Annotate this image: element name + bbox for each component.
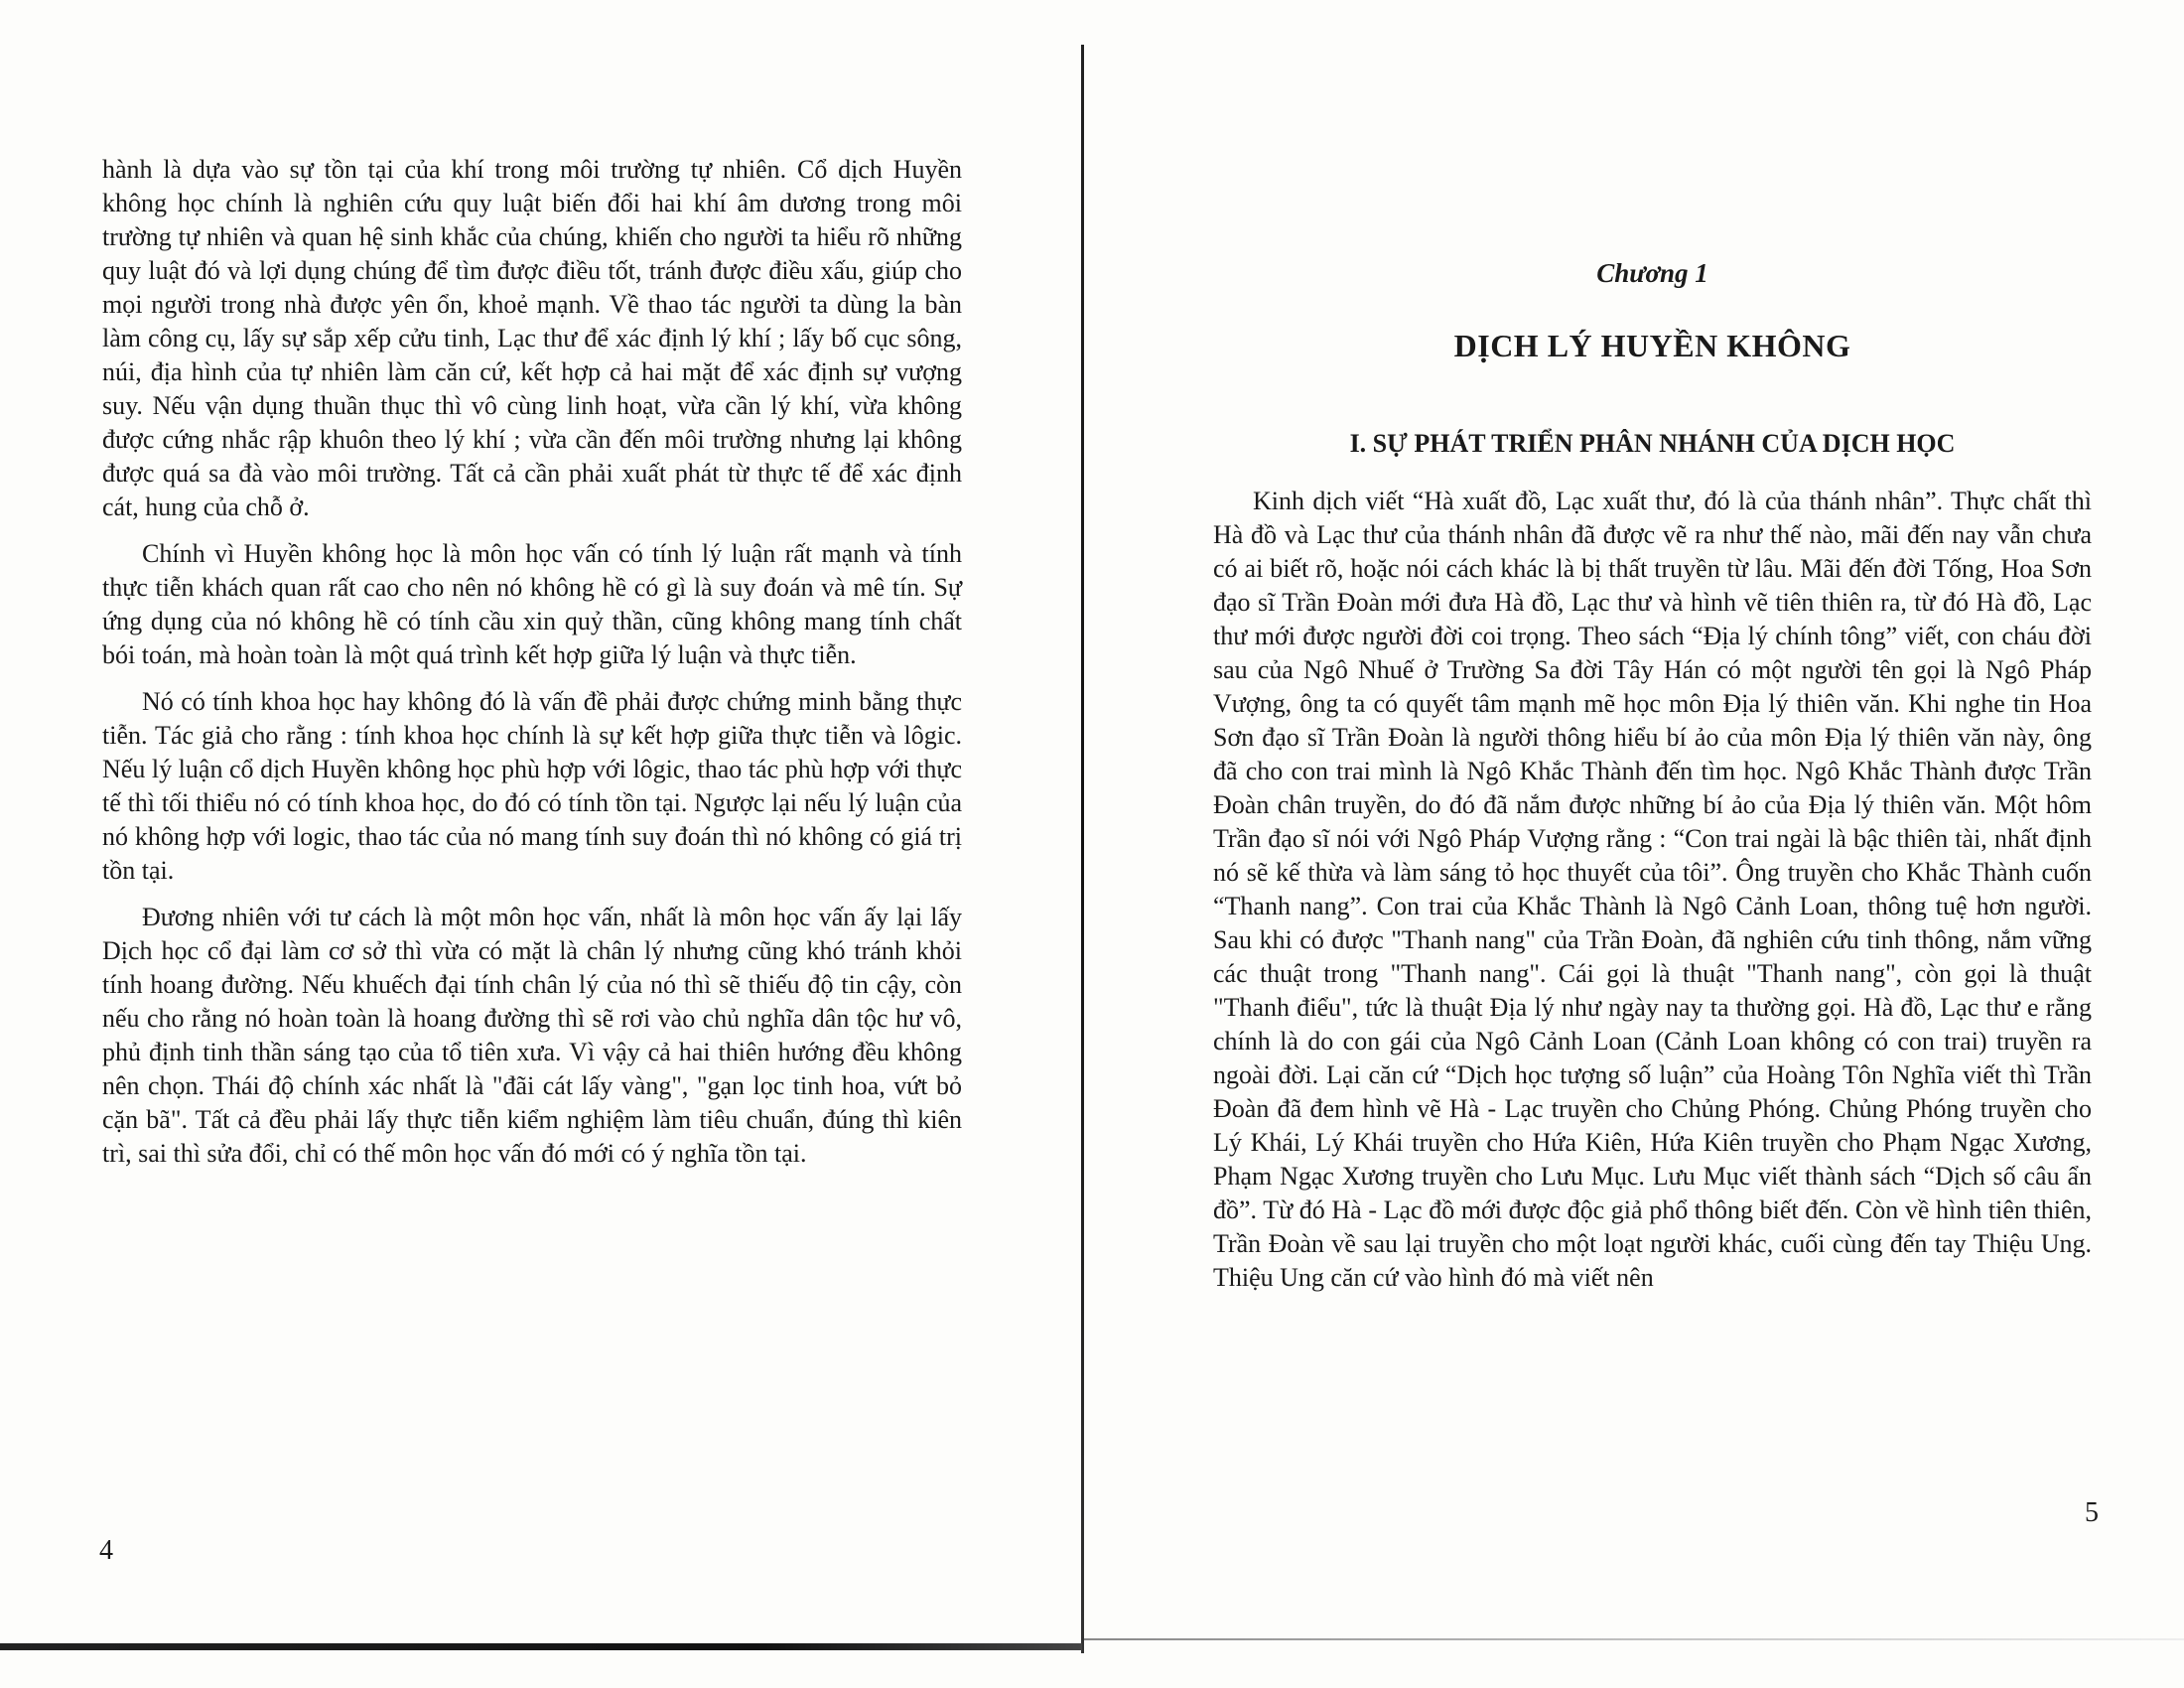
left-bottom-edge — [0, 1643, 1082, 1650]
left-page-body — [102, 153, 962, 1184]
left-paragraph-2: Chính vì Huyền không học là môn học vấn có tính lý luận rất mạnh và tính thực tiễn khách quan rất cao cho nên nó không hề có gì là suy đoán và mê tín. Sự ứng dụng của nó không hề có tính cầu xin quỷ thần, cũng không mang tính chất bói toán, mà hoàn toàn là một quá trình kết hợp giữa lý luận và thực tiễn. — [102, 539, 962, 669]
left-page-number: 4 — [99, 1535, 113, 1566]
right-page — [1082, 0, 2184, 1688]
left-page — [0, 0, 1082, 1688]
left-paragraph-1: hành là dựa vào sự tồn tại của khí trong môi trường tự nhiên. Cổ dịch Huyền không học chính là nghiên cứu quy luật biến đổi hai khí âm dương trong môi trường tự nhiên và quan hệ sinh khắc của chúng, khiến cho người ta hiểu rõ những quy luật đó và lợi dụng chúng để tìm được điều tốt, tránh được điều xấu, giúp cho mọi người trong nhà được yên ổn, khoẻ mạnh. Về thao tác người ta dùng la bàn làm công cụ, lấy sự sắp xếp cửu tinh, Lạc thư để xác định lý khí ; lấy bố cục sông, núi, địa hình của tự nhiên làm căn cứ, kết hợp cả hai mặt để xác định sự vượng suy. Nếu vận dụng thuần thục thì vô cùng linh hoạt, vừa cần lý khí, vừa không được cứng nhắc rập khuôn theo lý khí ; vừa cần đến môi trường nhưng lại không được quá sa đà vào môi trường. Tất cả cần phải xuất phát từ thực tế để xác định cát, hung của chỗ ở. — [102, 155, 962, 521]
chapter-label: Chương 1 — [1596, 258, 1708, 288]
chapter-title: DỊCH LÝ HUYỀN KHÔNG — [1453, 328, 1851, 363]
left-paragraph-3: Nó có tính khoa học hay không đó là vấn đề phải được chứng minh bằng thực tiễn. Tác giả cho rằng : tính khoa học chính là sự kết hợp giữa thực tiễn và lôgic. Nếu lý luận cổ dịch Huyền không học phù hợp với lôgic, thao tác phù hợp với thực tế thì tối thiểu nó có tính khoa học, do đó có tính tồn tại. Ngược lại nếu lý luận của nó không hợp với logic, thao tác của nó mang tính suy đoán thì nó không có giá trị tồn tại. — [102, 687, 962, 885]
section-title: I. SỰ PHÁT TRIỂN PHÂN NHÁNH CỦA DỊCH HỌC — [1349, 429, 1956, 458]
left-paragraph-4: Đương nhiên với tư cách là một môn học vấn, nhất là môn học vấn ấy lại lấy Dịch học cổ đại làm cơ sở thì vừa có mặt là chân lý nhưng cũng khó tránh khỏi tính hoang đường. Nếu khuếch đại tính chân lý của nó thì sẽ thiếu độ tin cậy, còn nếu cho rằng nó hoàn toàn là hoang đường thì sẽ rơi vào chủ nghĩa dân tộc hư vô, phủ định tinh thần sáng tạo của tổ tiên xưa. Vì vậy cả hai thiên hướng đều không nên chọn. Thái độ chính xác nhất là "đãi cát lấy vàng", "gạn lọc tinh hoa, vứt bỏ cặn bã". Tất cả đều phải lấy thực tiễn kiểm nghiệm làm tiêu chuẩn, đúng thì kiên trì, sai thì sửa đổi, chỉ có thế môn học vấn đó mới có ý nghĩa tồn tại. — [102, 903, 962, 1168]
right-page-body — [1213, 485, 2092, 1308]
right-paragraph-1: Kinh dịch viết “Hà xuất đồ, Lạc xuất thư, đó là của thánh nhân”. Thực chất thì Hà đồ và Lạc thư của thánh nhân đã được vẽ ra như thế nào, mãi đến nay vẫn chưa có ai biết rõ, hoặc nói cách khác là bị thất truyền từ lâu. Mãi đến đời Tống, Hoa Sơn đạo sĩ Trần Đoàn mới đưa Hà đồ, Lạc thư và hình vẽ tiên thiên ra, từ đó Hà đồ, Lạc thư mới được người đời coi trọng. Theo sách “Địa lý chính tông” viết, con cháu đời sau của Ngô Nhuế ở Trường Sa đời Tây Hán có một người tên gọi là Ngô Pháp Vượng, ông ta có quyết tâm mạnh mẽ học môn Địa lý thiên văn. Khi nghe tin Hoa Sơn đạo sĩ Trần Đoàn là người thông hiểu bí ảo của môn Địa lý thiên văn này, ông đã cho con trai mình là Ngô Khắc Thành đến tìm học. Ngô Khắc Thành được Trần Đoàn chân truyền, do đó đã nắm được những bí ảo của Địa lý thiên văn. Một hôm Trần đạo sĩ nói với Ngô Pháp Vượng rằng : “Con trai ngài là bậc thiên tài, nhất định nó sẽ kế thừa và làm sáng tỏ học thuyết của tôi”. Ông truyền cho Khắc Thành cuốn “Thanh nang”. Con trai của Khắc Thành là Ngô Cảnh Loan, thông tuệ hơn người. Sau khi có được "Thanh nang" của Trần Đoàn, đã nghiên cứu tinh thông, nắm vững các thuật trong "Thanh nang". Cái gọi là thuật "Thanh nang", còn gọi là thuật "Thanh điểu", tức là thuật Địa lý như ngày nay ta thường gọi. Hà đồ, Lạc thư e rằng chính là do con gái của Ngô Cảnh Loan (Cảnh Loan không có con trai) truyền ra ngoài đời. Lại căn cứ “Dịch học tượng số luận” của Hoàng Tôn Nghĩa viết thì Trần Đoàn đã đem hình vẽ Hà - Lạc truyền cho Chủng Phóng. Chủng Phóng truyền cho Lý Khái, Lý Khái truyền cho Hứa Kiên, Hứa Kiên truyền cho Phạm Ngạc Xương, Phạm Ngạc Xương truyền cho Lưu Mục. Lưu Mục viết thành sách “Dịch số câu ẩn đồ”. Từ đó Hà - Lạc đồ mới được độc giả phổ thông biết đến. Còn về hình tiên thiên, Trần Đoàn về sau lại truyền cho một loạt người khác, cuối cùng đến tay Thiệu Ung. Thiệu Ung căn cứ vào hình đó mà viết nên — [1213, 487, 2092, 1292]
right-page-number: 5 — [2085, 1497, 2099, 1528]
